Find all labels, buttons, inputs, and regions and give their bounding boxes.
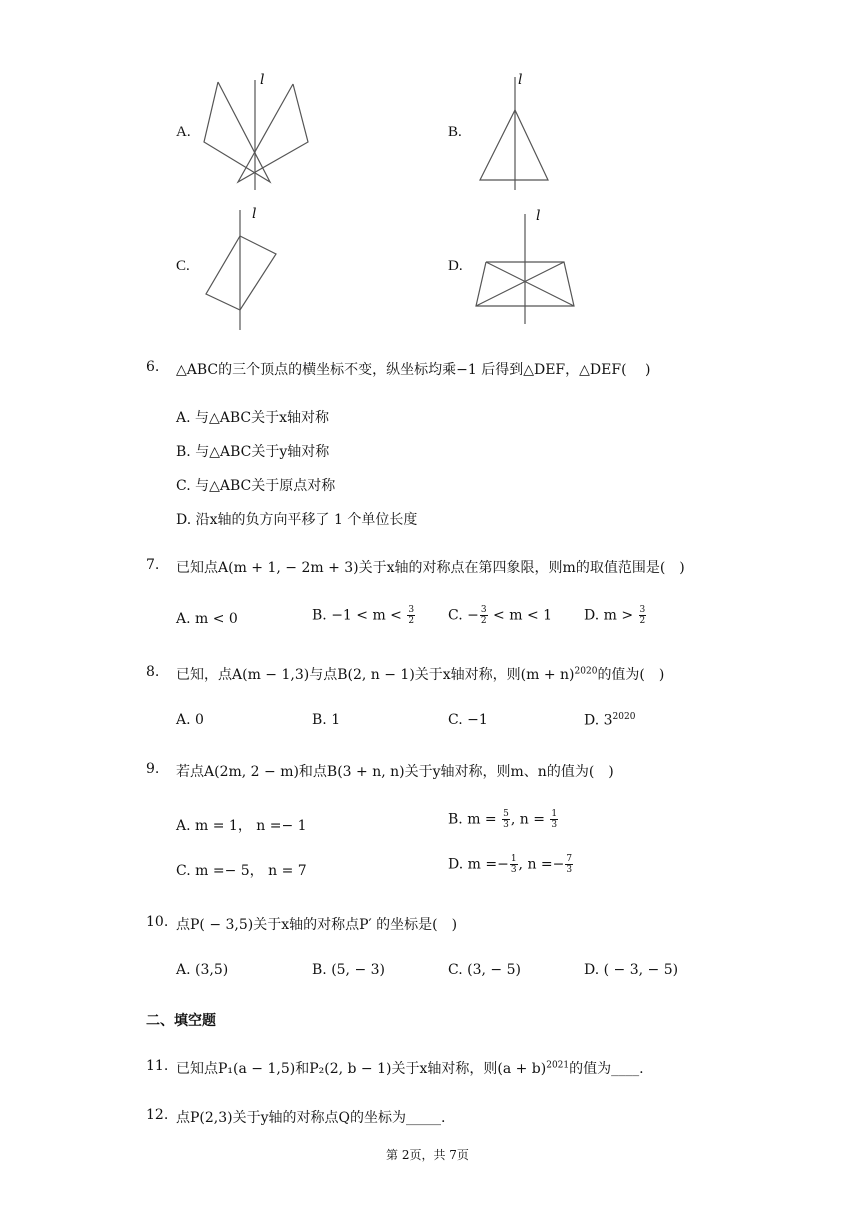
figure-a bbox=[198, 72, 318, 192]
q7-option-d: D. m > $\frac{3}{2}$ bbox=[584, 605, 646, 626]
figure-d bbox=[470, 210, 580, 325]
q9-number: 9. bbox=[146, 761, 160, 777]
q9-option-b: B. m = $\frac{5}{3}$ , n = $\frac{1}{3}$ bbox=[448, 809, 558, 830]
figure-b bbox=[470, 72, 560, 192]
q7-number: 7. bbox=[146, 557, 160, 573]
q12-stem: 点P(2,3)关于y轴的对称点Q的坐标为_____. bbox=[176, 1110, 446, 1126]
q8-option-d: D. $3^{2020}$ bbox=[584, 712, 636, 729]
q10-option-c: C. (3, − 5) bbox=[448, 962, 521, 978]
q7-stem: 已知点A(m + 1, − 2m + 3)关于x轴的对称点在第四象限，则m的取值范围是( ) bbox=[176, 560, 685, 576]
q9-option-d: D. m =− $\frac{1}{3}$ , n =− $\frac{7}{3}$ bbox=[448, 854, 573, 875]
q6-option-d: D. 沿x轴的负方向平移了 1 个单位长度 bbox=[176, 512, 418, 528]
q6-option-a: A. 与△ABC关于x轴对称 bbox=[176, 410, 330, 426]
q12-number: 12. bbox=[146, 1107, 169, 1123]
q6-option-c: C. 与△ABC关于原点对称 bbox=[176, 478, 336, 494]
q11-number: 11. bbox=[146, 1058, 169, 1074]
q9-option-a: A. m = 1， n =− 1 bbox=[176, 818, 307, 834]
q10-option-d: D. ( − 3, − 5) bbox=[584, 962, 679, 978]
option-b-label: B. bbox=[448, 124, 462, 140]
q6-number: 6. bbox=[146, 359, 160, 375]
option-d-label: D. bbox=[448, 258, 463, 274]
q8-option-b: B. 1 bbox=[312, 712, 341, 728]
axis-label-c: l bbox=[252, 206, 257, 222]
q11-stem: 已知点P₁(a − 1,5)和P₂(2, b − 1)关于x轴对称，则$(a + b)^{2021}$的值为____. bbox=[176, 1060, 644, 1077]
q6-option-b: B. 与△ABC关于y轴对称 bbox=[176, 444, 330, 460]
option-c-label: C. bbox=[176, 258, 190, 274]
q10-number: 10. bbox=[146, 914, 169, 930]
figure-c bbox=[198, 206, 288, 331]
q9-option-c: C. m =− 5， n = 7 bbox=[176, 863, 307, 879]
q8-stem: 已知，点A(m − 1,3)与点B(2, n − 1)关于x轴对称，则$(m + n)^{2020}$的值为( ) bbox=[176, 666, 665, 683]
q7-option-b: B. −1 < m < $\frac{3}{2}$ bbox=[312, 605, 415, 626]
axis-label-b: l bbox=[518, 72, 523, 88]
q10-option-b: B. (5, − 3) bbox=[312, 962, 386, 978]
q9-stem: 若点A(2m, 2 − m)和点B(3 + n, n)关于y轴对称，则m、n的值为( ) bbox=[176, 764, 614, 780]
axis-label-d: l bbox=[536, 208, 541, 224]
option-a-label: A. bbox=[176, 124, 191, 140]
q8-option-c: C. −1 bbox=[448, 712, 488, 728]
q6-stem: △ABC的三个顶点的横坐标不变，纵坐标均乘−1 后得到△DEF，△DEF( ) bbox=[176, 362, 651, 378]
q7-option-c: C. − $\frac{3}{2}$ < m < 1 bbox=[448, 605, 553, 626]
q8-option-a: A. 0 bbox=[176, 712, 204, 728]
q8-number: 8. bbox=[146, 664, 160, 680]
q10-option-a: A. (3,5) bbox=[176, 962, 229, 978]
axis-label-a: l bbox=[260, 72, 265, 88]
q7-option-a: A. m < 0 bbox=[176, 611, 238, 627]
q10-stem: 点P( − 3,5)关于x轴的对称点P′ 的坐标是( ) bbox=[176, 917, 458, 933]
section-heading-fill-in: 二、填空题 bbox=[146, 1013, 216, 1029]
page-footer: 第 2页，共 7页 bbox=[386, 1148, 469, 1162]
